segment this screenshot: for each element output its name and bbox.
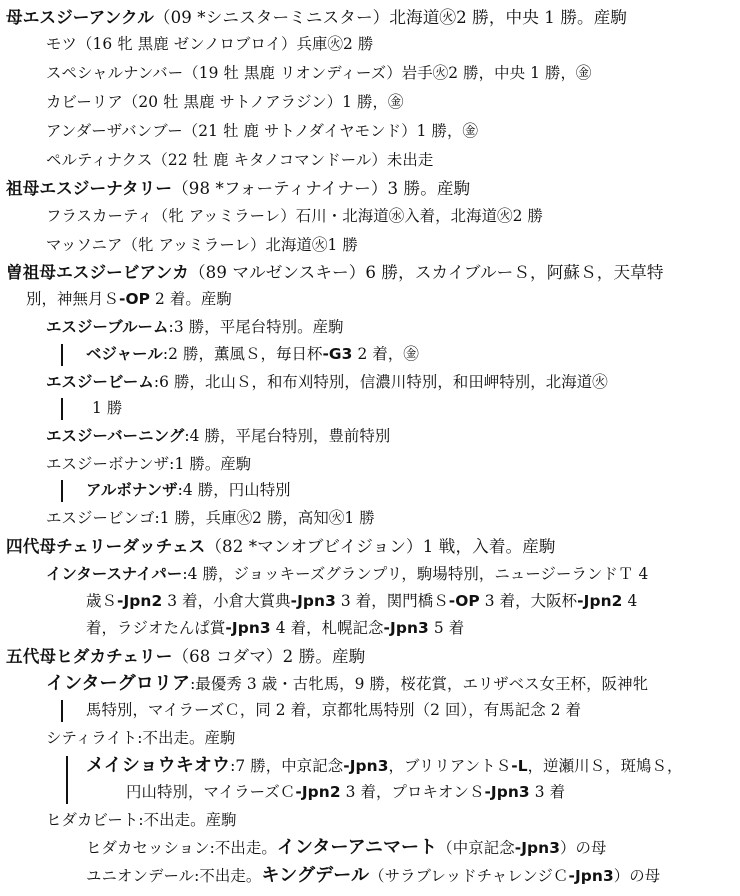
dam-offspring-2: スペシャルナンバー（19 牡 黒鹿 リオンディーズ）岩手㊋2 勝，中央 1 勝，㊎: [46, 64, 592, 82]
uniondale-tail: ）の母: [613, 867, 661, 885]
fourth-dam-name: 四代母チェリーダッチェス: [6, 536, 206, 556]
grade-badge: -Jpn3: [225, 619, 271, 637]
grade-badge: -Jpn3: [484, 783, 530, 801]
sniper-l2-d: 3 着，大阪杯: [484, 592, 578, 610]
sniper-l3-a: 着，ラジオたんぱ賞: [86, 619, 226, 637]
tree-connector: [61, 700, 63, 722]
sniper-line-2: [86, 588, 740, 615]
bonanza-detail: :1 勝。産駒: [169, 455, 252, 473]
bingo-line: [46, 505, 740, 532]
tree-connector: [66, 756, 68, 804]
tree-connector: [61, 398, 63, 420]
bingo-detail: :1 勝，兵庫㊋2 勝，高知㊋1 勝: [154, 509, 375, 527]
dam-offspring-4: アンダーザバンブー（21 牡 鹿 サトノダイヤモンド）1 勝，㊎: [46, 122, 478, 140]
dam-offspring-5: ペルティナクス（22 牡 鹿 キタノコマンドール）未出走: [46, 151, 434, 169]
uniondale-line: [86, 862, 740, 889]
sniper-l2-e: 4: [627, 592, 638, 610]
dam-offspring-1: モツ（16 牝 黒鹿 ゼンノロブロイ）兵庫㊋2 勝: [46, 35, 374, 53]
meisho-l2-a: 円山特別，マイラーズＣ: [126, 783, 296, 801]
granddam-offspring-2: マッソニア（牝 アッミラーレ）北海道㊋1 勝: [46, 236, 358, 254]
burning-line: [46, 423, 740, 450]
burning-name: エスジーバーニング: [46, 427, 185, 445]
tree-connector: [61, 344, 63, 366]
dam-offspring-3: カビーリア（20 牡 黒鹿 サトノアラジン）1 勝，㊎: [46, 93, 404, 111]
dam-line: [6, 4, 740, 31]
session-race: （中京記念: [437, 839, 515, 857]
beam-line: [46, 369, 740, 396]
grade-badge: -Jpn2: [295, 783, 341, 801]
great-granddam-detail: （89 マルゼンスキー）6 勝，スカイブルーＳ，阿蘇Ｓ，天草特: [188, 263, 664, 282]
citylight-detail: :不出走。産駒: [137, 729, 236, 747]
bloom-line: [46, 314, 740, 341]
great-granddam-line: [6, 259, 740, 286]
grade-badge: -Jpn3: [383, 619, 429, 637]
bejar-detail-a: :2 勝，薫風Ｓ，毎日杯: [162, 345, 323, 363]
sniper-l2-c: 3 着，関門橋Ｓ: [340, 592, 449, 610]
bonanza-line: [46, 451, 740, 478]
grade-badge: -Jpn3: [343, 757, 389, 775]
granddam-offspring-1: フラスカーティ（牝 アッミラーレ）石川・北海道㊌入着，北海道㊋2 勝: [46, 207, 544, 225]
citylight-name: シティライト: [46, 729, 138, 747]
bejar-grade: -G3: [322, 345, 353, 363]
citylight-line: [46, 725, 740, 752]
bloom-detail: :3 勝，平尾台特別。産駒: [168, 318, 344, 336]
grade-badge: -Jpn3: [290, 592, 336, 610]
session-notable: インターアニマート: [276, 837, 438, 858]
sniper-line-1: [46, 561, 740, 588]
sniper-l3-b: 4 着，札幌記念: [275, 619, 384, 637]
granddam-detail: （98 *フォーティナイナー）3 勝。産駒: [172, 179, 471, 198]
beam-detail: :6 勝，北山Ｓ，和布刈特別，信濃川特別，和田岬特別，北海道㊋: [153, 373, 608, 391]
great-granddam-line-cont: [26, 286, 740, 313]
sniper-l2-a: 歳Ｓ: [86, 592, 117, 610]
bejar-name: ベジャール: [86, 345, 163, 363]
sniper-name: インタースナイパー: [46, 565, 183, 583]
hidakabeat-detail: :不出走。産駒: [138, 811, 237, 829]
beam-line-cont: 1 勝: [92, 399, 123, 417]
fifth-dam-detail: （68 コダマ）2 勝。産駒: [172, 647, 366, 666]
bonanza-name: エスジーボナンザ: [46, 455, 170, 473]
session-name: ヒダカセッション: [86, 839, 210, 857]
bloom-name: エスジーブルーム: [46, 318, 169, 336]
grade-badge: -OP: [448, 592, 480, 610]
grade-op: -OP: [118, 290, 151, 308]
gloria-detail-1: :最優秀 3 歳・古牝馬，9 勝，桜花賞，エリザベス女王杯，阪神牝: [190, 675, 649, 693]
hidakabeat-name: ヒダカビート: [46, 811, 139, 829]
meisho-l1-a: :7 勝，中京記念: [230, 757, 344, 775]
bejar-detail-b: 2 着，㊎: [357, 345, 419, 363]
session-tail: ）の母: [560, 839, 607, 857]
bejar-line: [86, 341, 740, 368]
meisho-l2-c: 3 着: [534, 783, 566, 801]
tree-connector: [61, 480, 63, 502]
gloria-line-2: 馬特別，マイラーズＣ，同 2 着，京都牝馬特別（2 回），有馬記念 2 着: [86, 701, 582, 719]
meisho-l1-b: ，ブリリアントＳ: [388, 757, 512, 775]
gloria-name: インターグロリア: [46, 673, 191, 694]
albonanza-detail: :4 勝，円山特別: [177, 481, 291, 499]
hidakabeat-line: [46, 807, 740, 834]
session-line: [86, 834, 740, 861]
fifth-dam-name: 五代母ヒダカチェリー: [6, 646, 173, 666]
uniondale-race: （サラブレッドチャレンジＣ: [369, 867, 569, 885]
albonanza-name: アルボナンザ: [86, 481, 178, 499]
uniondale-detail: :不出走。: [194, 867, 262, 885]
fourth-dam-line: [6, 533, 740, 560]
uniondale-name: ユニオンデール: [86, 867, 195, 885]
dam-name: 母エスジーアンクル: [6, 7, 154, 27]
granddam-name: 祖母エスジーナタリー: [6, 178, 173, 198]
sniper-line-3: [86, 615, 740, 642]
grade-badge: -Jpn3: [568, 867, 614, 885]
grade-badge: -Jpn2: [116, 592, 163, 610]
meisho-l1-c: ，逆瀬川Ｓ，斑鳩Ｓ，: [527, 757, 683, 775]
gloria-line-1: [46, 670, 740, 697]
grade-badge: -Jpn3: [514, 839, 561, 857]
great-granddam-name: 曽祖母エスジービアンカ: [6, 262, 189, 282]
albonanza-line: [86, 477, 740, 504]
grade-badge: -L: [511, 757, 528, 775]
sniper-l2-b: 3 着，小倉大賞典: [167, 592, 291, 610]
fourth-dam-detail: （82 *マンオブビイジョン）1 戦，入着。産駒: [205, 537, 556, 556]
sniper-l3-c: 5 着: [433, 619, 465, 637]
dam-detail: （09 *シニスターミニスター）北海道㊋2 勝，中央 1 勝。産駒: [153, 8, 628, 27]
fifth-dam-line: [6, 643, 740, 670]
bingo-name: エスジービンゴ: [46, 509, 155, 527]
grade-badge: -Jpn2: [577, 592, 623, 610]
meisho-line-1: [86, 752, 740, 779]
sniper-detail-1: :4 勝，ジョッキーズグランプリ，駒場特別，ニュージーランドＴ 4: [182, 565, 649, 583]
uniondale-notable: キングデール: [261, 865, 370, 886]
session-detail: :不出走。: [209, 839, 277, 857]
meisho-l2-b: 3 着，プロキオンＳ: [345, 783, 485, 801]
beam-name: エスジービーム: [46, 373, 154, 391]
granddam-line: [6, 175, 740, 202]
great-granddam-detail-cont: 別，神無月Ｓ: [26, 290, 119, 308]
meisho-line-2: [126, 779, 740, 806]
burning-detail: :4 勝，平尾台特別，豊前特別: [184, 427, 391, 445]
great-granddam-detail-tail: 2 着。産駒: [155, 290, 232, 308]
meisho-name: メイショウキオウ: [86, 755, 231, 776]
